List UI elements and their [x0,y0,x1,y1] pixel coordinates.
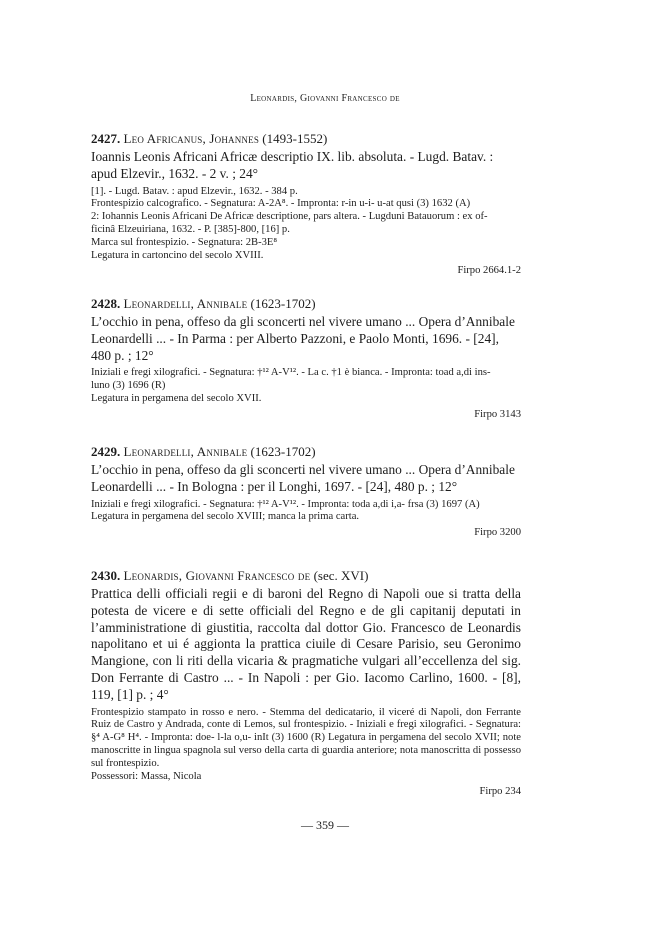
entry-dates: (1493-1552) [259,131,328,146]
page-number: — 359 — [301,818,349,832]
title-line: L’occhio in pena, offeso da gli sconcerti nel vivere umano ... Opera d’Annibale [91,314,515,329]
note-line: ficinâ Elzeuiriana, 1632. - P. [385]-800, [16] p. [91,223,290,235]
entry-author: Leonardelli, Annibale [123,444,248,459]
catalogue-entry-2429 [91,443,521,539]
note-line: Frontespizio calcografico. - Segnatura: A-2A⁸. - Impronta: r-in u-i- u-at qusi (3) 1632 (A) [91,198,471,210]
note-line: [1]. - Lugd. Batav. : apud Elzevir., 1632. - 384 p. [91,185,298,197]
entry-dates: (sec. XVI) [310,568,369,583]
shelf-location: Firpo 3143 [474,408,521,420]
entry-number: 2430. [91,568,121,583]
note-paragraph: Frontespizio stampato in rosso e nero. - Stemma del dedicatario, il viceré di Napoli, don Ferrante Ruiz de Castro y Andrada, conte di Lemos, sul frontespizio. - Iniziali e fregi xilografici. - Segnatura: §⁴ A-G⁸ H⁴. - Impronta: doe- l-la o,u- inIt (3) 1600 (R) Legatura in pergamena del secolo XVII; note manoscritte in lingua spagnola sul verso della carta di guardia anteriore; nota manoscritta di possesso sul frontespizio. [91,706,521,769]
entry-notes [91,707,521,784]
entry-notes [91,499,521,525]
entry-title: Prattica delli officiali regii e di baroni del Regno di Napoli oue si tratta della potesta de vicere e di sette officiali del Regno e de gli capitanij deputati in l’amministratione di giustitia, raccolta dal dottor Gio. Francesco de Leonardis napolitano et ui é aggionta la prattica ciuile di Cesare Parisio, seu Geronimo Mangione, con li riti della vicaria & pragmatiche vulgari all’eccellenza del sig. Don Ferrante di Castro ... - In Napoli : per Gio. Iacomo Carlino, 1600. - [8], 119, [1] p. ; 4° [91,586,521,702]
entry-author: Leonardis, Giovanni Francesco de [123,568,311,583]
catalogue-entry-2430 [91,567,521,798]
title-line: 480 p. ; 12° [91,347,154,363]
note-line: Legatura in pergamena del secolo XVIII; manca la prima carta. [91,511,360,523]
entry-notes [91,367,521,405]
entry-author: Leonardelli, Annibale [123,296,248,311]
shelf-location: Firpo 234 [479,786,521,798]
note-line: luno (3) 1696 (R) [91,380,166,392]
entry-title [91,462,521,496]
entry-title [91,314,521,364]
entry-heading [91,443,521,460]
note-line: Iniziali e fregi xilografici. - Segnatura: †¹² A-V¹². - La c. †1 è bianca. - Impronta: toad a,di ins- [91,367,491,379]
title-line: L’occhio in pena, offeso da gli sconcerti nel vivere umano ... Opera d’Annibale [91,462,515,477]
entry-heading [91,295,521,312]
entry-number: 2429. [91,444,121,459]
note-line: Legatura in pergamena del secolo XVII. [91,392,262,404]
title-line: Leonardelli ... - In Parma : per Alberto Pazzoni, e Paolo Monti, 1696. - [24], [91,330,499,346]
entry-dates: (1623-1702) [247,296,316,311]
entry-heading [91,130,521,147]
note-line: 2: Iohannis Leonis Africani De Africæ descriptione, pars altera. - Lugduni Batauorum : ex of- [91,211,488,223]
entry-notes [91,186,521,263]
title-line: apud Elzevir., 1632. - 2 v. ; 24° [91,165,259,181]
shelf-location: Firpo 3200 [474,527,521,539]
entry-number: 2427. [91,131,121,146]
entry-heading [91,567,521,584]
title-line: Leonardelli ... - In Bologna : per il Longhi, 1697. - [24], 480 p. ; 12° [91,478,458,494]
provenance-note: Possessori: Massa, Nicola [91,770,202,782]
note-line: Legatura in cartoncino del secolo XVIII. [91,249,264,261]
title-line: Ioannis Leonis Africani Africæ descriptio IX. lib. absoluta. - Lugd. Batav. : [91,149,494,164]
entry-number: 2428. [91,296,121,311]
note-line: Marca sul frontespizio. - Segnatura: 2B-3E⁸ [91,236,278,248]
entry-author: Leo Africanus, Johannes [123,131,260,146]
running-head: Leonardis, Giovanni Francesco de [250,93,400,104]
entry-title [91,149,521,183]
catalogue-entry-2428 [91,295,521,421]
entry-dates: (1623-1702) [247,444,316,459]
note-line: Iniziali e fregi xilografici. - Segnatura: †¹² A-V¹². - Impronta: toda a,di i,a- frsa (3) 1697 (A) [91,498,480,510]
catalogue-entry-2427 [91,130,521,277]
shelf-location: Firpo 2664.1-2 [457,265,521,277]
